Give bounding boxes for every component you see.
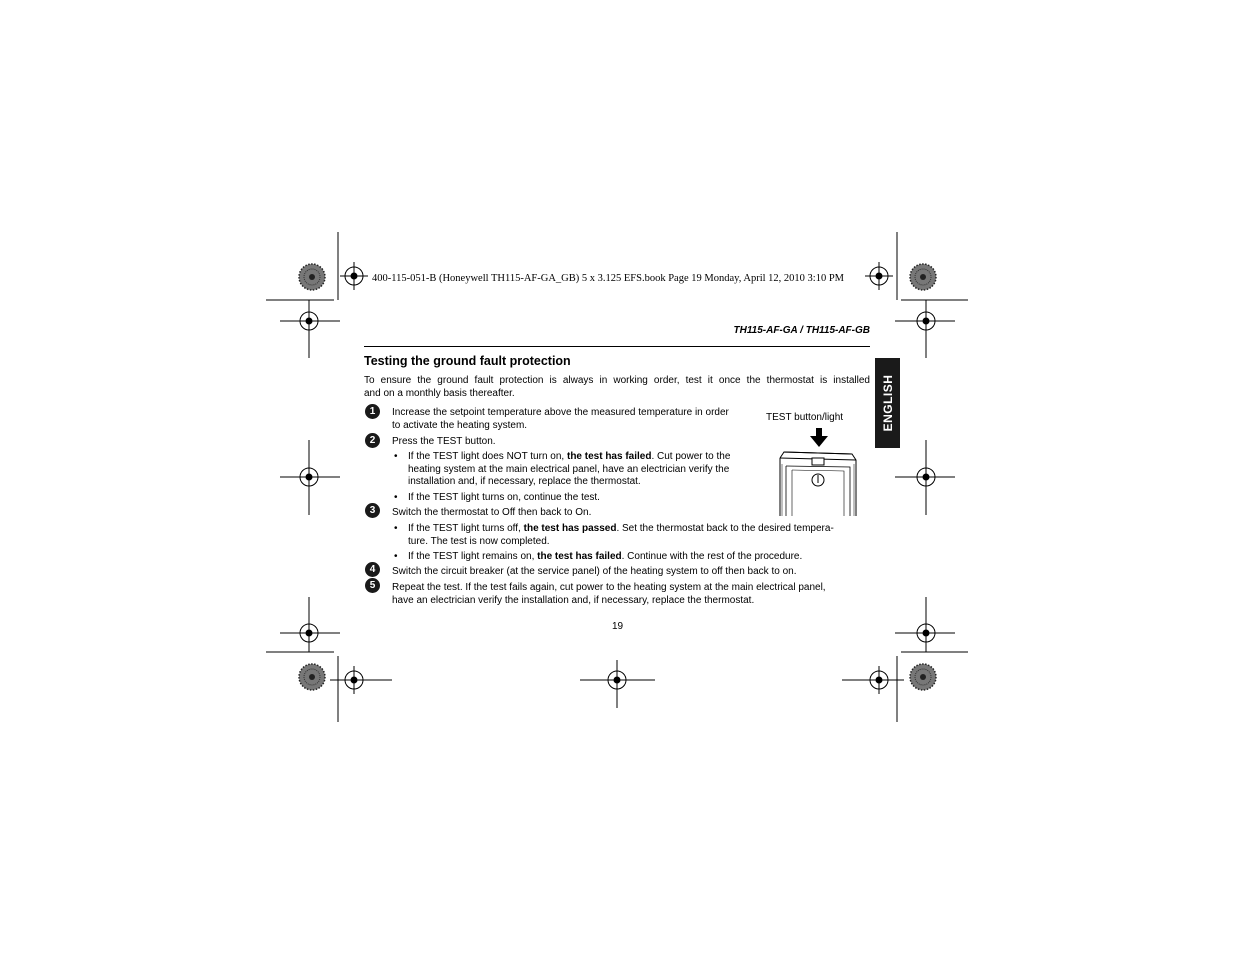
bullet-glyph: • xyxy=(394,451,398,462)
color-target-icon xyxy=(299,664,325,690)
emphasis-text: the test has failed xyxy=(566,451,652,462)
model-header: TH115-AF-GA / TH115-AF-GB xyxy=(733,325,870,336)
bullet-item xyxy=(394,551,803,564)
bullet-item xyxy=(394,451,731,487)
step-line: have an electrician verify the installation and, if necessary, replace the thermostat. xyxy=(392,594,755,606)
bullet-text: If the TEST light turns off, the test has passed. Set the thermostat back to the desired tempera- ture. The test is now completed. xyxy=(408,523,834,547)
bullet-glyph: • xyxy=(394,551,398,562)
language-tab-label: ENGLISH xyxy=(880,374,895,432)
step-5 xyxy=(392,582,826,607)
emphasis-text: the test has failed xyxy=(537,551,622,562)
step-number-badge: 3 xyxy=(365,503,380,518)
step-3: Switch the thermostat to Off then back to On. xyxy=(392,507,592,518)
intro-line: and on a monthly basis thereafter. xyxy=(364,387,515,399)
step-number-badge: 1 xyxy=(365,404,380,419)
step-line: Repeat the test. If the test fails again, cut power to the heating system at the main electrical panel, xyxy=(392,582,826,593)
color-target-icon xyxy=(299,264,325,290)
step-1 xyxy=(392,407,729,432)
step-number-badge: 5 xyxy=(365,578,380,593)
registration-mark-icon xyxy=(865,262,893,290)
bullet-glyph: • xyxy=(394,523,398,534)
color-target-icon xyxy=(910,664,936,690)
intro-line: To ensure the ground fault protection is always in working order, test it once the thermostat is installed xyxy=(364,375,870,386)
registration-mark-icon xyxy=(340,262,368,290)
step-number-badge: 2 xyxy=(365,433,380,448)
print-slug-line: 400-115-051-B (Honeywell TH115-AF-GA_GB) 5 x 3.125 EFS.book Page 19 Monday, April 12, 2010 3:10 PM xyxy=(372,273,844,284)
step-line: to activate the heating system. xyxy=(392,419,528,431)
bullet-text: If the TEST light does NOT turn on, the test has failed. Cut power to the heating system at the main electrical panel, have an electrician verify the installation and, if necessary, replace the thermostat. xyxy=(408,451,731,487)
color-target-icon xyxy=(910,264,936,290)
bullet-text: If the TEST light remains on, the test has failed. Continue with the rest of the procedure. xyxy=(408,551,803,562)
bullet-glyph: • xyxy=(394,492,398,503)
figure-label: TEST button/light xyxy=(766,412,844,423)
language-tab xyxy=(875,358,900,448)
bullet-item xyxy=(394,492,600,505)
header-rule xyxy=(364,346,870,347)
page-number: 19 xyxy=(611,621,624,632)
intro-paragraph xyxy=(364,375,870,400)
step-2: Press the TEST button. xyxy=(392,436,496,447)
bullet-item xyxy=(394,523,834,547)
section-title: Testing the ground fault protection xyxy=(364,354,571,368)
bullet-text: If the TEST light turns on, continue the test. xyxy=(408,492,600,503)
step-number-badge: 4 xyxy=(365,562,380,577)
step-line: Increase the setpoint temperature above the measured temperature in order xyxy=(392,407,729,418)
thermostat-illustration xyxy=(770,428,862,518)
step-4: Switch the circuit breaker (at the service panel) of the heating system to off then back to on. xyxy=(392,566,797,577)
emphasis-text: the test has passed xyxy=(523,523,617,534)
